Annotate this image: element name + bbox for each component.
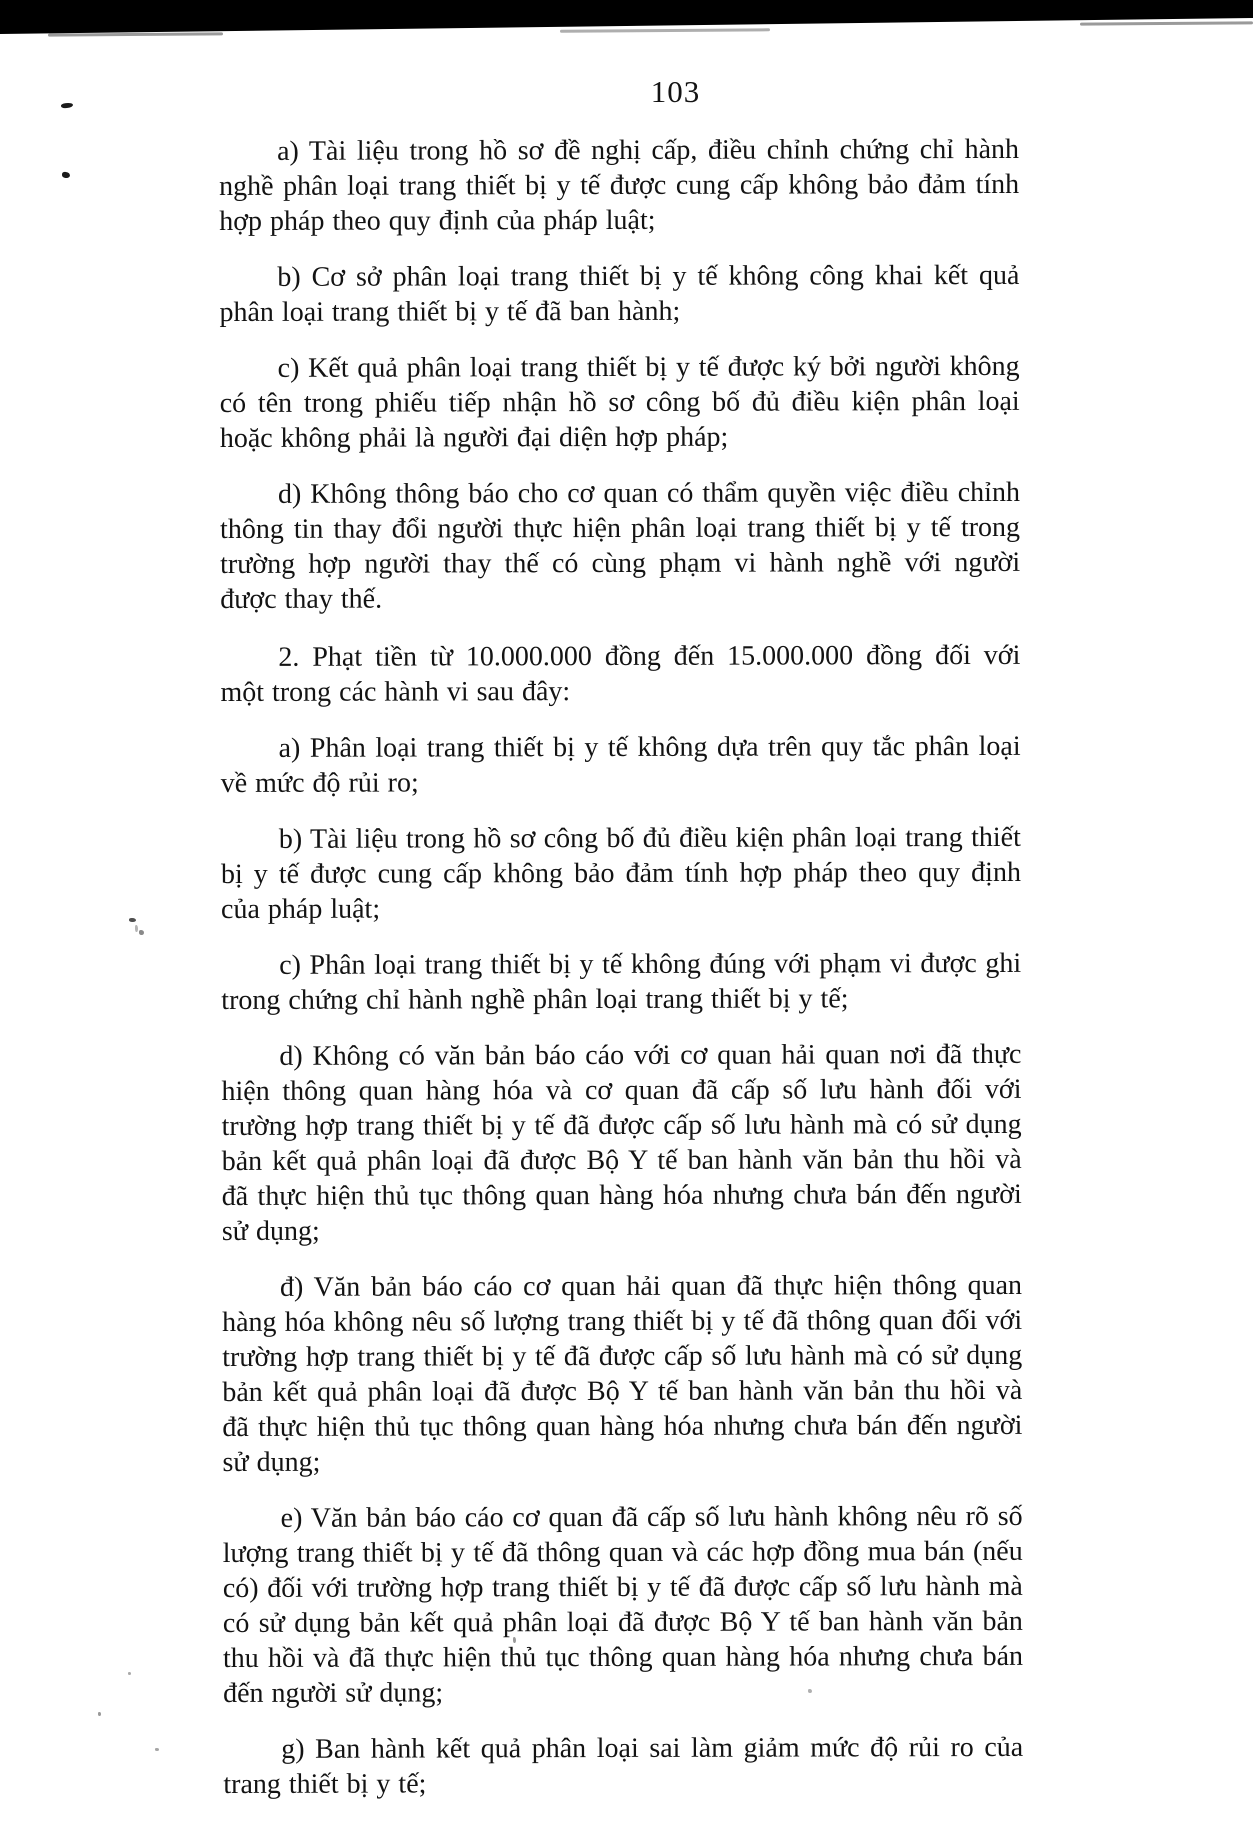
scan-smudge bbox=[1080, 21, 1253, 25]
paragraph-clause-1d: d) Không thông báo cho cơ quan có thẩm quyền việc điều chỉnh thông tin thay đổi người thực hiện phân loại trang thiết bị y tế trong trường hợp người thay thế có cùng phạm vi hành nghề với người được thay thế. bbox=[219, 476, 1021, 615]
paragraph-clause-1a: a) Tài liệu trong hồ sơ đề nghị cấp, điều chỉnh chứng chỉ hành nghề phân loại trang thiết bị y tế được cung cấp không bảo đảm tính hợp pháp theo quy định của pháp luật; bbox=[219, 133, 1020, 237]
paragraph-clause-2g: g) Ban hành kết quả phân loại sai làm giảm mức độ rủi ro của trang thiết bị y tế; bbox=[223, 1731, 1024, 1800]
paragraph-clause-1b: b) Cơ sở phân loại trang thiết bị y tế không công khai kết quả phân loại trang thiết bị y tế đã ban hành; bbox=[219, 259, 1020, 328]
ink-speck bbox=[155, 1748, 159, 1751]
ink-speck bbox=[139, 930, 144, 935]
paragraph-clause-1c: c) Kết quả phân loại trang thiết bị y tế được ký bởi người không có tên trong phiếu tiếp nhận hồ sơ công bố đủ điều kiện phân loại hoặc không phải là người đại diện hợp pháp; bbox=[219, 350, 1020, 454]
ink-speck bbox=[135, 925, 138, 932]
ink-speck bbox=[128, 1672, 131, 1675]
ink-speck bbox=[98, 1712, 101, 1716]
ink-speck bbox=[62, 172, 70, 179]
scan-smudge bbox=[560, 28, 770, 32]
document-text-block bbox=[219, 132, 1023, 1823]
paragraph-clause-2a: a) Phân loại trang thiết bị y tế không dựa trên quy tắc phân loại về mức độ rủi ro; bbox=[220, 730, 1021, 799]
scan-smudge bbox=[48, 32, 223, 36]
paragraph-clause-2d: d) Không có văn bản báo cáo với cơ quan hải quan nơi đã thực hiện thông quan hàng hóa và cơ quan đã cấp số lưu hành đối với trường hợp trang thiết bị y tế đã được cấp số lưu hành mà có sử dụng bản kết quả phân loại đã được Bộ Y tế ban hành văn bản thu hồi và đã thực hiện thủ tục thông quan hàng hóa nhưng chưa bán đến người sử dụng; bbox=[221, 1038, 1022, 1247]
ink-speck bbox=[129, 918, 136, 922]
paragraph-clause-2b: b) Tài liệu trong hồ sơ công bố đủ điều kiện phân loại trang thiết bị y tế được cung cấp không bảo đảm tính hợp pháp theo quy định của pháp luật; bbox=[220, 821, 1021, 925]
paragraph-clause-2e: e) Văn bản báo cáo cơ quan đã cấp số lưu hành không nêu rõ số lượng trang thiết bị y tế đã thông quan và các hợp đồng mua bán (nếu có) đối với trường hợp trang thiết bị y tế đã được cấp số lưu hành mà có sử dụng bản kết quả phân loại đã được Bộ Y tế ban hành văn bản thu hồi và đã thực hiện thủ tục thông quan hàng hóa nhưng chưa bán đến người sử dụng; bbox=[222, 1500, 1024, 1709]
paragraph-clause-2c: c) Phân loại trang thiết bị y tế không đúng với phạm vi được ghi trong chứng chỉ hành nghề phân loại trang thiết bị y tế; bbox=[221, 947, 1022, 1016]
page-number: 103 bbox=[650, 74, 701, 109]
paragraph-clause-2: 2. Phạt tiền từ 10.000.000 đồng đến 15.000.000 đồng đối với một trong các hành vi sau đây: bbox=[220, 639, 1021, 708]
paragraph-clause-2dd: đ) Văn bản báo cáo cơ quan hải quan đã thực hiện thông quan hàng hóa không nêu số lượng trang thiết bị y tế đã thông quan đối với trường hợp trang thiết bị y tế đã được cấp số lưu hành mà có sử dụng bản kết quả phân loại đã được Bộ Y tế ban hành văn bản thu hồi và đã thực hiện thủ tục thông quan hàng hóa nhưng chưa bán đến người sử dụng; bbox=[222, 1269, 1023, 1478]
